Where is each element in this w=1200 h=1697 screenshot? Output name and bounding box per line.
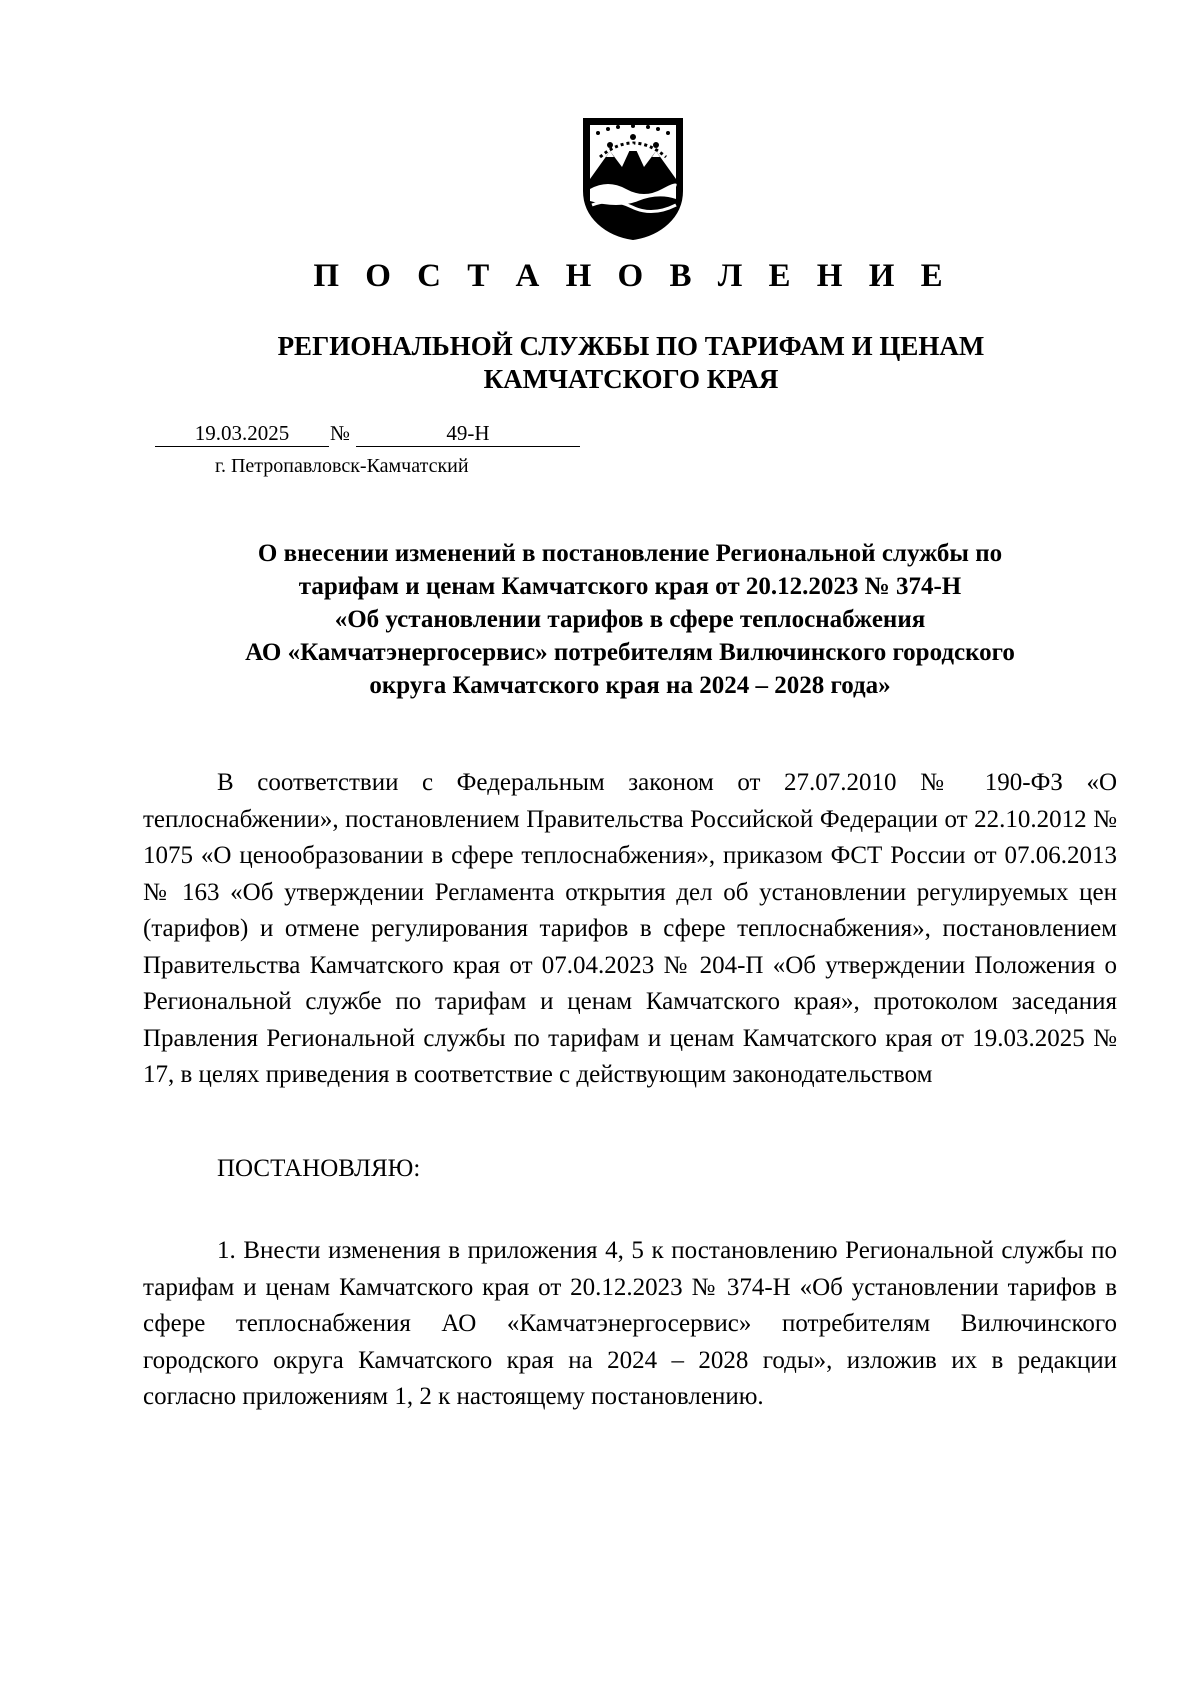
preamble-paragraph: В соответствии с Федеральным законом от 27.07.2010 № 190-ФЗ «О теплоснабжении», постановлением Правительства Российской Федерации от 22.10.2012 № 1075 «О ценообразовании в сфере теплоснабжения», приказом ФСТ России от 07.06.2013 № 163 «Об утверждении Регламента открытия дел об установлении регулируемых цен (тарифов) и отмене регулирования тарифов в сфере теплоснабжения», постановлением Правительства Камчатского края от 07.04.2023 № 204-П «Об утверждении Положения о Региональной службе по тарифам и ценам Камчатского края», протоколом заседания Правления Региональной службы по тарифам и ценам Камчатского края от 19.03.2025 № 17, в целях приведения в соответствие с действующим законодательством	[143, 769, 1117, 1088]
authority-line: РЕГИОНАЛЬНОЙ СЛУЖБЫ ПО ТАРИФАМ И ЦЕНАМ	[277, 331, 985, 361]
title-line: «Об установлении тарифов в сфере теплоснабжения	[334, 606, 926, 633]
authority-name	[0, 330, 1200, 396]
document-number: 49-Н	[356, 420, 580, 447]
city-name: г. Петропавловск-Камчатский	[215, 455, 469, 477]
number-sign: №	[330, 421, 351, 445]
title-line: округа Камчатского края на 2024 – 2028 года»	[369, 672, 891, 699]
authority-line: КАМЧАТСКОГО КРАЯ	[483, 364, 779, 394]
decree-word: ПОСТАНОВЛЯЮ:	[217, 1155, 421, 1182]
title-line: О внесении изменений в постановление Региональной службы по	[257, 540, 1003, 567]
document-date: 19.03.2025	[155, 420, 329, 447]
title-line: тарифам и ценам Камчатского края от 20.12.2023 № 374-Н	[298, 573, 962, 600]
kamchatka-coat-of-arms-icon	[578, 113, 688, 241]
clause-paragraph: 1. Внести изменения в приложения 4, 5 к постановлению Региональной службы по тарифам и ценам Камчатского края от 20.12.2023 № 374-Н «Об установлении тарифов в сфере теплоснабжения АО «Камчатэнергосервис» потребителям Вилючинского городского округа Камчатского края на 2024 – 2028 годы», изложив их в редакции согласно приложениям 1, 2 к настоящему постановлению.	[143, 1237, 1117, 1410]
document-type-heading: П О С Т А Н О В Л Е Н И Е	[313, 258, 952, 294]
title-line: АО «Камчатэнергосервис» потребителям Вилючинского городского	[245, 639, 1015, 666]
document-title	[140, 537, 1120, 702]
